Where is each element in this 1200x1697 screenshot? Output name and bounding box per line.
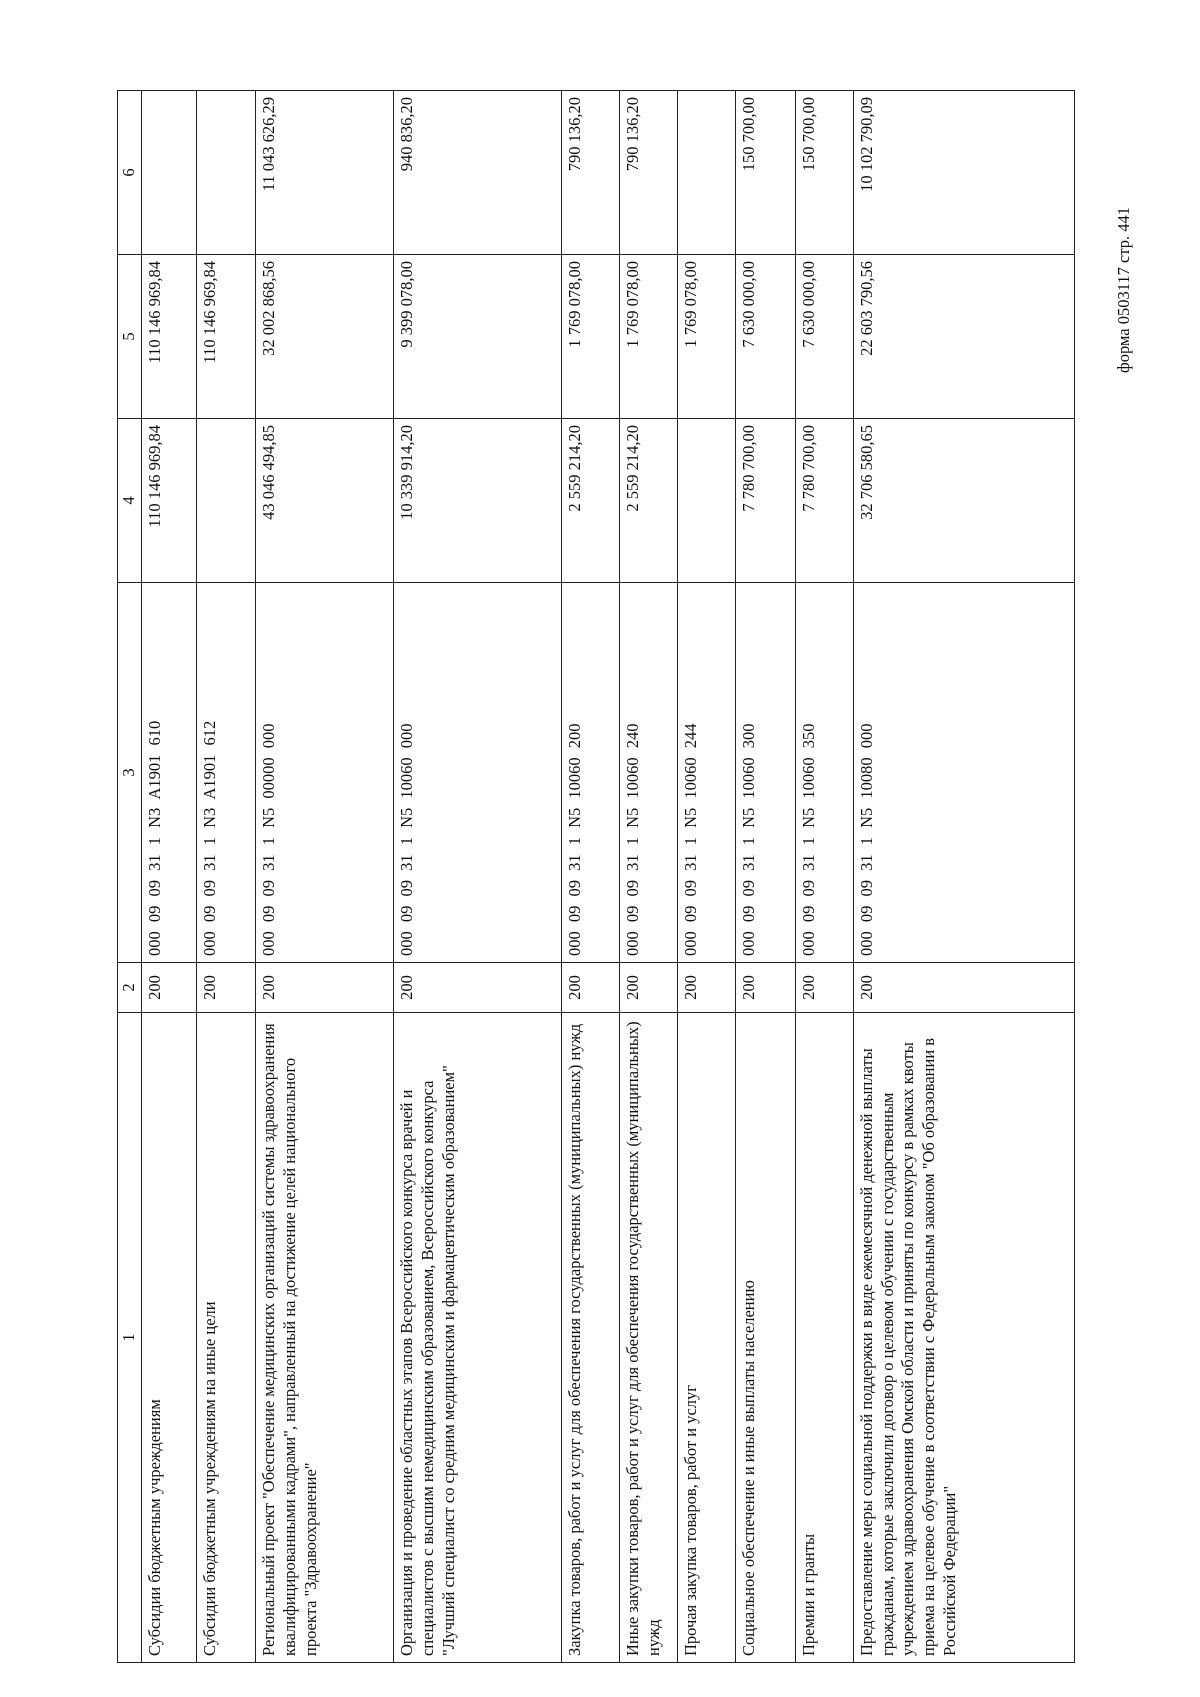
- column-header: 2: [118, 963, 142, 1013]
- table-row: [853, 91, 1074, 1663]
- table-row: [197, 91, 256, 1663]
- form-page-label: форма 0503117 стр. 441: [1114, 207, 1133, 373]
- row-name: Прочая закупка товаров, работ и услуг: [678, 1013, 736, 1663]
- row-classification: 000 09 09 31 1 N3 A1901 612: [197, 583, 256, 963]
- row-classification: 000 09 09 31 1 N5 10080 000: [853, 583, 1074, 963]
- unexecuted-value: 150 700,00: [736, 91, 795, 255]
- executed-value: 7 630 000,00: [736, 255, 795, 419]
- approved-value: 10 339 914,20: [394, 419, 561, 583]
- row-classification: 000 09 09 31 1 N3 A1901 610: [142, 583, 197, 963]
- executed-value: 110 146 969,84: [197, 255, 256, 419]
- row-code: 200: [197, 963, 256, 1013]
- table-row: [736, 91, 795, 1663]
- budget-execution-table: [117, 90, 1075, 1663]
- row-code: 200: [394, 963, 561, 1013]
- row-name: Премии и гранты: [795, 1013, 853, 1663]
- row-code: 200: [795, 963, 853, 1013]
- row-name: Закупка товаров, работ и услуг для обеспечения государственных (муниципальных) нужд: [561, 1013, 619, 1663]
- table-row: [256, 91, 394, 1663]
- column-header: 1: [118, 1013, 142, 1663]
- row-name: Субсидии бюджетным учреждениям: [142, 1013, 197, 1663]
- unexecuted-value: [197, 91, 256, 255]
- row-code: 200: [561, 963, 619, 1013]
- approved-value: 110 146 969,84: [142, 419, 197, 583]
- approved-value: 2 559 214,20: [561, 419, 619, 583]
- column-header: 3: [118, 583, 142, 963]
- unexecuted-value: 150 700,00: [795, 91, 853, 255]
- approved-value: 7 780 700,00: [736, 419, 795, 583]
- column-header: 4: [118, 419, 142, 583]
- table-row: [142, 91, 197, 1663]
- approved-value: [197, 419, 256, 583]
- unexecuted-value: 11 043 626,29: [256, 91, 394, 255]
- executed-value: 22 603 790,56: [853, 255, 1074, 419]
- approved-value: 7 780 700,00: [795, 419, 853, 583]
- row-classification: 000 09 09 31 1 N5 10060 350: [795, 583, 853, 963]
- budget-table-container: [117, 91, 1075, 1663]
- unexecuted-value: [142, 91, 197, 255]
- unexecuted-value: 10 102 790,09: [853, 91, 1074, 255]
- row-code: 200: [142, 963, 197, 1013]
- row-code: 200: [619, 963, 677, 1013]
- table-row: [394, 91, 561, 1663]
- row-classification: 000 09 09 31 1 N5 10060 000: [394, 583, 561, 963]
- executed-value: 1 769 078,00: [678, 255, 736, 419]
- executed-value: 7 630 000,00: [795, 255, 853, 419]
- row-name: Социальное обеспечение и иные выплаты населению: [736, 1013, 795, 1663]
- executed-value: 110 146 969,84: [142, 255, 197, 419]
- table-row: [619, 91, 677, 1663]
- row-classification: 000 09 09 31 1 N5 10060 244: [678, 583, 736, 963]
- row-name: Субсидии бюджетным учреждениям на иные цели: [197, 1013, 256, 1663]
- approved-value: [678, 419, 736, 583]
- table-row: [561, 91, 619, 1663]
- executed-value: 1 769 078,00: [619, 255, 677, 419]
- row-name: Организация и проведение областных этапов Всероссийского конкурса врачей и специалистов с высшим немедицинским образованием, Всероссийского конкурса "Лучший специалист со средним медицинским и фармацевтическим образованием": [394, 1013, 561, 1663]
- row-classification: 000 09 09 31 1 N5 00000 000: [256, 583, 394, 963]
- column-number-row: [118, 91, 142, 1663]
- executed-value: 32 002 868,56: [256, 255, 394, 419]
- column-header: 5: [118, 255, 142, 419]
- table-row: [678, 91, 736, 1663]
- row-classification: 000 09 09 31 1 N5 10060 240: [619, 583, 677, 963]
- row-code: 200: [736, 963, 795, 1013]
- row-name: Региональный проект "Обеспечение медицинских организаций системы здравоохранения квалифицированными кадрами", направленный на достижение целей национального проекта "Здравоохранение": [256, 1013, 394, 1663]
- row-name: Иные закупки товаров, работ и услуг для обеспечения государственных (муниципальных) нужд: [619, 1013, 677, 1663]
- row-code: 200: [853, 963, 1074, 1013]
- row-code: 200: [256, 963, 394, 1013]
- approved-value: 32 706 580,65: [853, 419, 1074, 583]
- row-classification: 000 09 09 31 1 N5 10060 300: [736, 583, 795, 963]
- table-row: [795, 91, 853, 1663]
- unexecuted-value: 790 136,20: [619, 91, 677, 255]
- unexecuted-value: [678, 91, 736, 255]
- column-header: 6: [118, 91, 142, 255]
- unexecuted-value: 790 136,20: [561, 91, 619, 255]
- approved-value: 2 559 214,20: [619, 419, 677, 583]
- approved-value: 43 046 494,85: [256, 419, 394, 583]
- row-classification: 000 09 09 31 1 N5 10060 200: [561, 583, 619, 963]
- executed-value: 9 399 078,00: [394, 255, 561, 419]
- unexecuted-value: 940 836,20: [394, 91, 561, 255]
- row-name: Предоставление меры социальной поддержки в виде ежемесячной денежной выплаты гражданам, которые заключили договор о целевом обучении с государственным учреждением здравоохранения Омской области и приняты по конкурсу в рамках квоты приема на целевое обучение в соответствии с Федеральным законом "Об образовании в Российской Федерации": [853, 1013, 1074, 1663]
- executed-value: 1 769 078,00: [561, 255, 619, 419]
- row-code: 200: [678, 963, 736, 1013]
